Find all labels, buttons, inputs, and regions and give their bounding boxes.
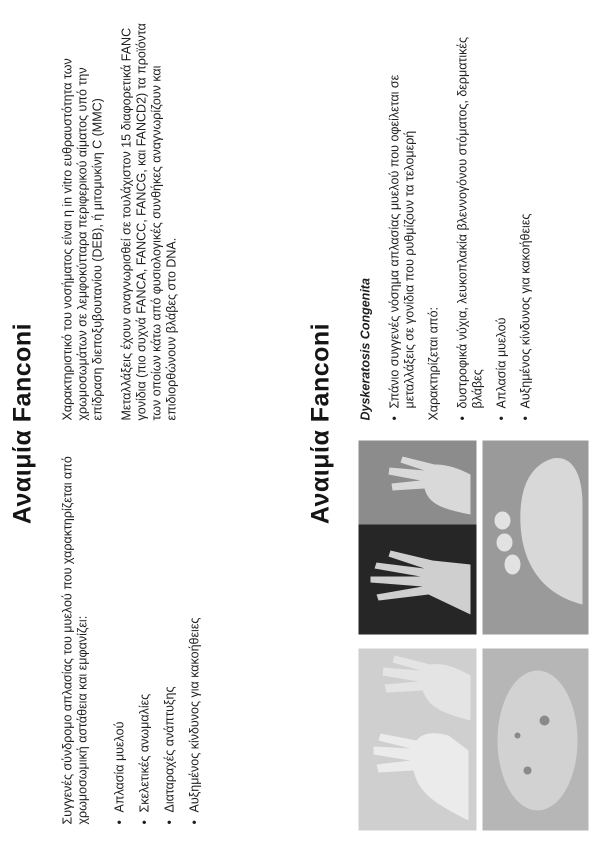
definition-list [388, 17, 418, 421]
mutation-paragraph: Μεταλλάξεις έχουν αναγνωρισθεί σε τουλάχιστον 15 διαφορετικά FANC γονίδια (πιο συχνά FANCA, FANCC, FANCG, και FANCD2) τα προϊόντα των οποίων κάτω από φυσιολογικές συνθήκες αναγνωρίζουν και επιδιορθώνουν βλάβες στο DNA. [119, 23, 179, 421]
list-item: • Αυξημένος κίνδυνος για κακοήθειες [519, 17, 534, 421]
skin-photo [483, 649, 589, 831]
diagnosis-paragraph: Χαρακτηριστικό του νοσήματος είναι η in vitro ευθραυστότητα των χρωμοσωμάτων σε λεμφοκύτταρα περιφερικού αίματος υπό την επίδραση διεποξυβουτανίου (DEB), ή μιτομυκίνη C (MMC) [60, 58, 105, 421]
photo-grid [359, 441, 589, 831]
subheading: Χαρακτηρίζεται από: [426, 306, 441, 421]
list-item: • Σκελετικές ανωμαλίες [138, 453, 153, 825]
intro-text: Συγγενές σύνδρομο απλασίας του μυελού που χαρακτηρίζεται από χρωμοσωμική αστάθεια και εμφανίζει: [60, 456, 90, 825]
list-item: • Απλασία μυελού [495, 17, 510, 421]
slide-title: Αναιμία Fanconi [306, 322, 335, 525]
list-item: • Διαταραχές ανάπτυξης [163, 453, 178, 825]
slide-right [301, 9, 595, 839]
list-item: • Αυξημένος κίνδυνος για κακοήθειες [188, 453, 203, 825]
feature-list [113, 453, 203, 825]
dyskeratosis-column [359, 17, 543, 421]
intro-column [61, 453, 213, 825]
hand-xray-photo [359, 441, 477, 635]
list-item: • Απλασία μυελού [113, 453, 128, 825]
details-column [61, 17, 194, 421]
features-list [456, 17, 534, 421]
list-item: • δυστροφικά νύχια, λευκοπλακία βλεννογόνου στόματος, δερματικές βλάβες [456, 17, 486, 421]
hands-photo [359, 649, 477, 831]
slide-title: Αναιμία Fanconi [8, 322, 37, 525]
section-heading: Dyskeratosis Congenita [358, 278, 373, 421]
slide-left [3, 9, 298, 839]
list-item: • Σπάνιο συγγενές νόσημα απλασίας μυελού που οφείλεται σε μεταλλάξεις σε γονίδια που ρυθμίζουν τα τελομερή [388, 17, 418, 421]
foot-photo [483, 441, 589, 635]
